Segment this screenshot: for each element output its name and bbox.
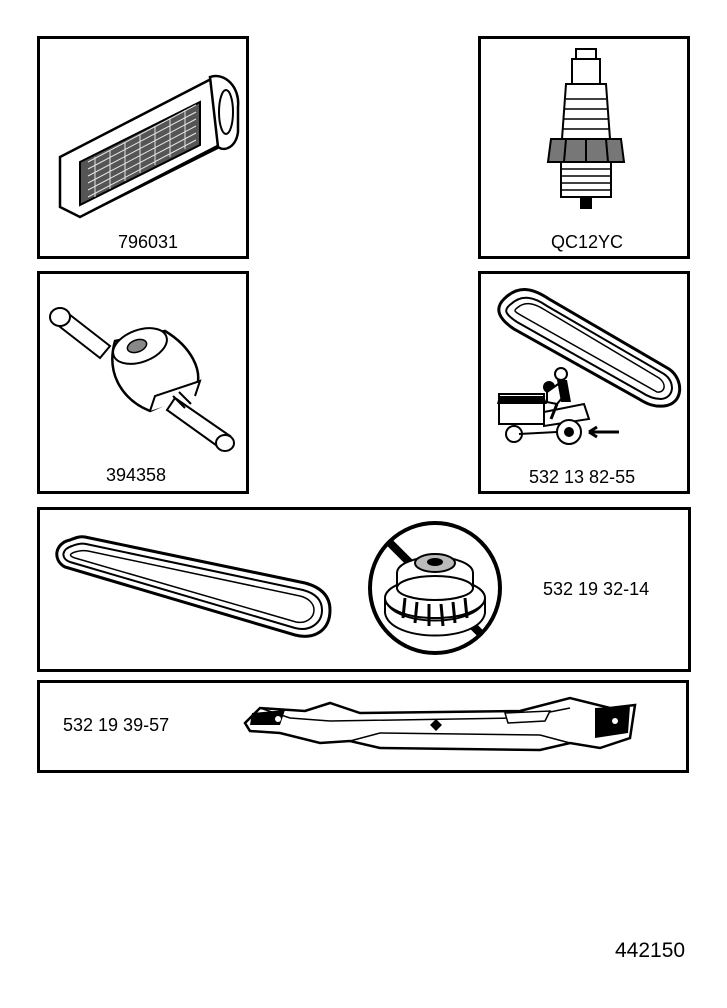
drive-belt-icon — [489, 284, 684, 449]
part-number-mower-belt-pulley: 532 19 32-14 — [543, 579, 650, 599]
riding-mower-icon — [497, 368, 619, 444]
part-number-fuel-filter: 394358 — [106, 465, 167, 485]
part-number-spark-plug: QC12YC — [551, 232, 624, 252]
part-box-blade — [37, 680, 689, 773]
part-box-spark-plug — [478, 36, 690, 259]
part-box-mower-belt-pulley — [37, 507, 691, 672]
part-box-air-filter — [37, 36, 249, 259]
part-number-drive-belt: 532 13 82-55 — [529, 467, 636, 487]
part-box-fuel-filter — [37, 271, 249, 494]
part-number-air-filter: 796031 — [118, 232, 179, 252]
pulley-icon — [365, 518, 505, 658]
mower-belt-icon — [50, 525, 335, 645]
document-id: 442150 — [615, 939, 686, 962]
fuel-filter-icon — [55, 286, 235, 456]
spark-plug-icon — [536, 44, 636, 219]
air-filter-icon — [50, 57, 230, 222]
mower-blade-icon — [240, 693, 640, 763]
part-number-blade: 532 19 39-57 — [63, 715, 170, 735]
part-box-drive-belt — [478, 271, 690, 494]
